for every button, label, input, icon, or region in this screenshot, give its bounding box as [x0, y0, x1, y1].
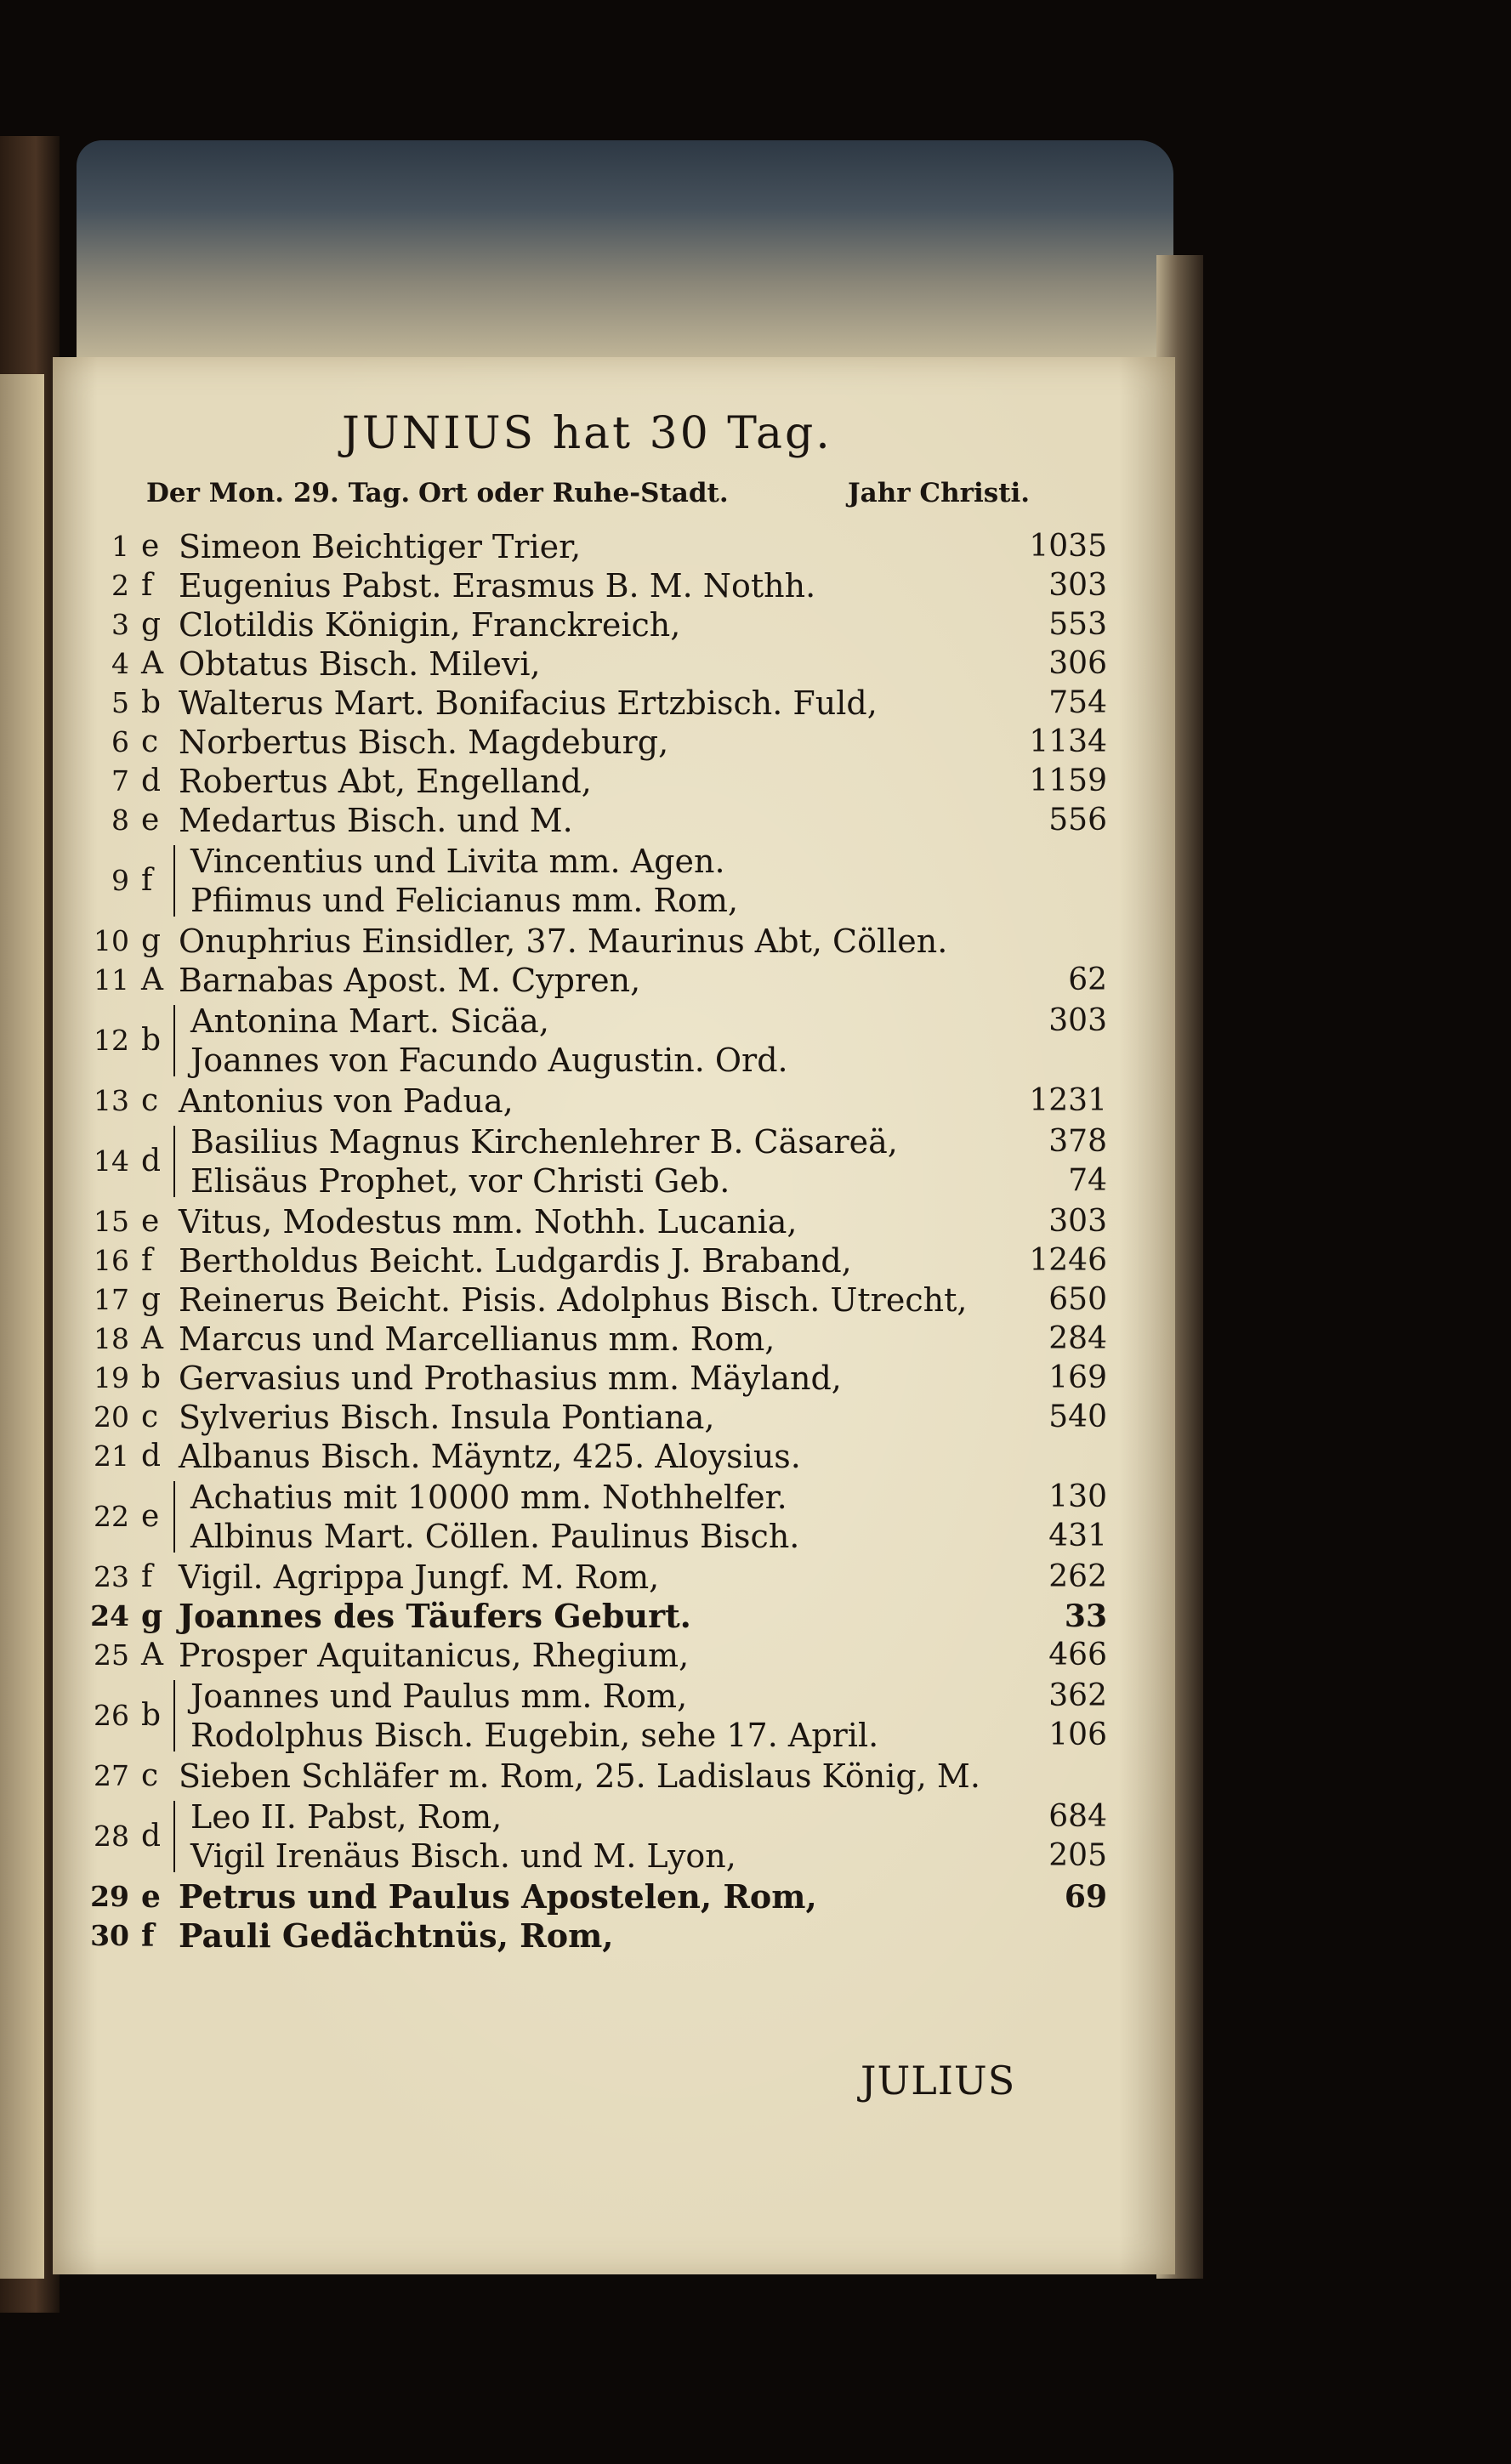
calendar-row [78, 605, 1107, 644]
day-number: 28 [94, 1820, 129, 1853]
calendar-row [78, 1437, 1107, 1476]
dominical-letter: g [141, 1598, 163, 1634]
year: 284 [1048, 1321, 1107, 1356]
header-year: Jahr Christi. [848, 478, 1031, 508]
saint-entry: Sieben Schläfer m. Rom, 25. Ladislaus König, M. [179, 1757, 980, 1795]
calendar-row [78, 1398, 1107, 1437]
year: 169 [1048, 1360, 1107, 1395]
day-number: 27 [94, 1759, 129, 1792]
calendar-row [78, 1757, 1107, 1796]
saint-entry: Petrus und Paulus Apostelen, Rom, [179, 1877, 817, 1916]
year: 106 [1048, 1717, 1107, 1752]
day-number: 4 [111, 647, 129, 680]
dominical-letter: d [141, 764, 162, 798]
saint-entry: Vigil Irenäus Bisch. und M. Lyon, [190, 1837, 736, 1875]
calendar-row [78, 1597, 1107, 1636]
calendar-row [78, 644, 1107, 684]
year: 130 [1048, 1479, 1107, 1514]
year: 205 [1048, 1838, 1107, 1873]
group-bracket [173, 845, 175, 917]
dominical-letter: d [141, 1144, 162, 1178]
year: 69 [1064, 1879, 1107, 1915]
calendar-row [78, 961, 1107, 1000]
saint-entry: Norbertus Bisch. Magdeburg, [179, 724, 669, 761]
dominical-letter: e [141, 1204, 160, 1239]
saint-entry: Marcus und Marcellianus mm. Rom, [179, 1320, 775, 1358]
calendar-row [78, 762, 1107, 801]
calendar-row [78, 1558, 1107, 1597]
saint-entry: Medartus Bisch. und M. [179, 802, 573, 839]
calendar-row [78, 684, 1107, 723]
day-number: 7 [111, 764, 129, 798]
dominical-letter: e [141, 1879, 161, 1915]
day-number: 8 [111, 803, 129, 837]
calendar-row-group [78, 1002, 1107, 1080]
saint-entry: Pauli Gedächtnüs, Rom, [179, 1916, 614, 1955]
calendar-row [78, 1320, 1107, 1359]
year: 553 [1048, 607, 1107, 642]
year: 306 [1048, 646, 1107, 681]
saint-entry: Joannes des Täufers Geburt. [179, 1597, 691, 1635]
saint-entry: Vitus, Modestus mm. Nothh. Lucania, [179, 1203, 798, 1241]
saint-entry: Antonina Mart. Sicäa, [190, 1002, 549, 1040]
saint-entry: Albinus Mart. Cöllen. Paulinus Bisch. [190, 1518, 800, 1555]
saint-entry: Barnabas Apost. M. Cypren, [179, 962, 641, 999]
day-number: 11 [94, 963, 129, 996]
saint-entry: Joannes und Paulus mm. Rom, [190, 1678, 688, 1715]
dominical-letter: e [141, 803, 160, 837]
dominical-letter: b [141, 685, 162, 720]
year: 303 [1048, 1204, 1107, 1239]
dominical-letter: c [141, 1399, 159, 1434]
calendar-row [78, 1916, 1107, 1956]
saint-entry: Vincentius und Livita mm. Agen. [190, 843, 725, 880]
year: 431 [1048, 1519, 1107, 1553]
dominical-letter: f [141, 1243, 153, 1278]
calendar-row [78, 1082, 1107, 1121]
catchword: JULIUS [861, 2058, 1016, 2103]
day-number: 14 [94, 1144, 129, 1178]
book-top-edge [77, 140, 1173, 370]
page-title: JUNIUS hat 30 Tag. [342, 408, 832, 459]
dominical-letter: f [141, 1559, 153, 1594]
saint-entry: Basilius Magnus Kirchenlehrer B. Cäsareä, [190, 1123, 898, 1161]
dominical-letter: c [141, 1083, 159, 1118]
year: 1246 [1029, 1243, 1107, 1278]
saint-entry: Sylverius Bisch. Insula Pontiana, [179, 1399, 715, 1436]
day-number: 24 [90, 1599, 129, 1632]
dominical-letter: f [141, 863, 153, 898]
header-day: Der Mon. 29. Tag. [146, 478, 411, 508]
saint-entry: Antonius von Padua, [179, 1082, 514, 1120]
day-number: 10 [94, 924, 129, 957]
year: 378 [1048, 1124, 1107, 1159]
year: 1035 [1029, 529, 1107, 564]
year: 62 [1068, 962, 1107, 997]
saint-entry: Walterus Mart. Bonifacius Ertzbisch. Fuld, [179, 684, 878, 722]
header-place: Ort oder Ruhe-Stadt. [418, 478, 729, 508]
day-number: 19 [94, 1361, 129, 1394]
group-bracket [173, 1126, 175, 1197]
year: 754 [1048, 685, 1107, 720]
calendar-row-group [78, 1478, 1107, 1556]
calendar-row [78, 1241, 1107, 1280]
year: 1159 [1029, 764, 1107, 798]
dominical-letter: f [141, 1918, 155, 1954]
group-bracket [173, 1481, 175, 1553]
saint-entry: Gervasius und Prothasius mm. Mäyland, [179, 1360, 842, 1397]
dominical-letter: d [141, 1819, 162, 1854]
year: 33 [1064, 1598, 1107, 1634]
saint-entry: Prosper Aquitanicus, Rhegium, [179, 1637, 690, 1674]
saint-entry: Albanus Bisch. Mäyntz, 425. Aloysius. [179, 1438, 801, 1475]
dominical-letter: b [141, 1698, 162, 1733]
year: 262 [1048, 1559, 1107, 1594]
day-number: 17 [94, 1283, 129, 1316]
day-number: 6 [111, 725, 129, 758]
year: 540 [1048, 1399, 1107, 1434]
dominical-letter: b [141, 1023, 162, 1058]
calendar-row [78, 922, 1107, 961]
dominical-letter: b [141, 1360, 162, 1395]
calendar-row [78, 566, 1107, 605]
day-number: 2 [111, 569, 129, 602]
day-number: 22 [94, 1500, 129, 1533]
calendar-row [78, 1359, 1107, 1398]
group-bracket [173, 1680, 175, 1751]
calendar-row-group [78, 842, 1107, 920]
dominical-letter: g [141, 1282, 162, 1317]
day-number: 21 [94, 1439, 129, 1473]
day-number: 13 [94, 1084, 129, 1117]
saint-entry: Simeon Beichtiger Trier, [179, 528, 582, 565]
saint-entry: Elisäus Prophet, vor Christi Geb. [190, 1162, 730, 1200]
saint-entry: Bertholdus Beicht. Ludgardis J. Braband, [179, 1242, 852, 1280]
saint-entry: Robertus Abt, Engelland, [179, 763, 592, 800]
day-number: 1 [111, 530, 129, 563]
year: 362 [1048, 1678, 1107, 1713]
calendar-page [53, 357, 1175, 2274]
year: 303 [1048, 1003, 1107, 1038]
saint-entry: Reinerus Beicht. Pisis. Adolphus Bisch. Utrecht, [179, 1281, 968, 1319]
saint-entry: Vigil. Agrippa Jungf. M. Rom, [179, 1558, 660, 1596]
day-number: 16 [94, 1244, 129, 1277]
dominical-letter: A [141, 962, 163, 997]
day-number: 12 [94, 1024, 129, 1057]
saint-entry: Joannes von Facundo Augustin. Ord. [190, 1042, 788, 1079]
year: 466 [1048, 1638, 1107, 1672]
year: 1231 [1029, 1083, 1107, 1118]
dominical-letter: c [141, 1758, 159, 1793]
dominical-letter: e [141, 1499, 160, 1534]
day-number: 18 [94, 1322, 129, 1355]
dominical-letter: A [141, 1321, 163, 1356]
day-number: 9 [111, 864, 129, 897]
year: 1134 [1029, 724, 1107, 759]
year: 74 [1068, 1163, 1107, 1198]
dominical-letter: g [141, 607, 162, 642]
left-page-edge [0, 374, 44, 2279]
year: 303 [1048, 568, 1107, 603]
saint-entry: Clotildis Königin, Franckreich, [179, 606, 681, 644]
saint-entry: Rodolphus Bisch. Eugebin, sehe 17. April. [190, 1717, 879, 1754]
calendar-row [78, 1877, 1107, 1916]
saint-entry: Obtatus Bisch. Milevi, [179, 645, 541, 683]
dominical-letter: d [141, 1439, 162, 1473]
dominical-letter: f [141, 568, 153, 603]
day-number: 30 [90, 1919, 129, 1952]
calendar-row [78, 1280, 1107, 1320]
calendar-row [78, 1202, 1107, 1241]
year: 684 [1048, 1799, 1107, 1834]
calendar-row [78, 1636, 1107, 1675]
dominical-letter: A [141, 1638, 163, 1672]
group-bracket [173, 1005, 175, 1076]
calendar-row-group [78, 1677, 1107, 1755]
saint-entry: Achatius mit 10000 mm. Nothhelfer. [190, 1479, 787, 1516]
calendar-row-group [78, 1797, 1107, 1876]
calendar-row-group [78, 1122, 1107, 1201]
dominical-letter: c [141, 724, 159, 759]
calendar-row [78, 527, 1107, 566]
day-number: 25 [94, 1638, 129, 1672]
saint-entry: Onuphrius Einsidler, 37. Maurinus Abt, Cöllen. [179, 923, 948, 960]
calendar-row [78, 723, 1107, 762]
saint-entry: Eugenius Pabst. Erasmus B. M. Nothh. [179, 567, 816, 605]
year: 650 [1048, 1282, 1107, 1317]
day-number: 26 [94, 1699, 129, 1732]
dominical-letter: g [141, 923, 162, 958]
year: 556 [1048, 803, 1107, 837]
group-bracket [173, 1801, 175, 1872]
day-number: 23 [94, 1560, 129, 1593]
day-number: 15 [94, 1205, 129, 1238]
day-number: 20 [94, 1400, 129, 1434]
day-number: 29 [90, 1880, 129, 1913]
day-number: 3 [111, 608, 129, 641]
day-number: 5 [111, 686, 129, 719]
saint-entry: Leo II. Pabst, Rom, [190, 1798, 503, 1836]
dominical-letter: A [141, 646, 163, 681]
dominical-letter: e [141, 529, 160, 564]
saint-entry: Pfiimus und Felicianus mm. Rom, [190, 882, 739, 919]
calendar-row [78, 801, 1107, 840]
